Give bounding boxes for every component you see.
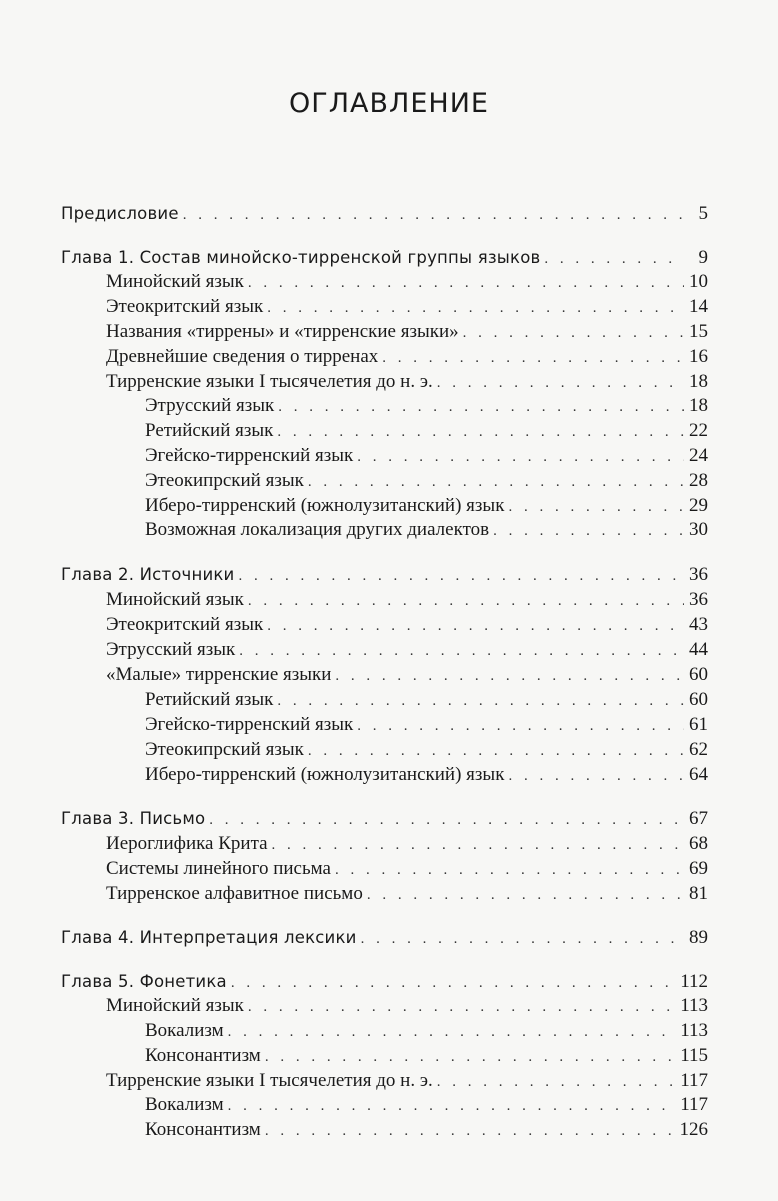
- toc-entry-label: Тирренское алфавитное письмо: [106, 883, 363, 904]
- toc-entry-label: Иберо-тирренский (южнолузитанский) язык: [145, 764, 505, 785]
- toc-page-number: 14: [689, 296, 708, 317]
- toc-entry-label: Эгейско-тирренский язык: [145, 714, 354, 735]
- dot-leader: [228, 1020, 677, 1044]
- dot-leader: [437, 371, 684, 395]
- toc-entry: [61, 270, 708, 294]
- dot-leader: [335, 858, 684, 882]
- dot-leader: [278, 395, 684, 419]
- dot-leader: [231, 971, 676, 995]
- dot-leader: [357, 445, 684, 469]
- toc-page-number: 30: [689, 519, 708, 540]
- toc-entry-label: Минойский язык: [106, 995, 244, 1016]
- toc-entry: [61, 419, 708, 443]
- toc-entry-label: Этрусский язык: [145, 395, 275, 416]
- toc-entry: [61, 1044, 708, 1068]
- toc-entry-label: «Малые» тирренские языки: [106, 664, 332, 685]
- toc-entry: [61, 370, 708, 394]
- dot-leader: [357, 714, 684, 738]
- toc-entry: [61, 518, 708, 542]
- toc-entry-label: Иберо-тирренский (южнолузитанский) язык: [145, 495, 505, 516]
- toc-page-number: 113: [680, 1020, 708, 1041]
- toc-entry-label: Тирренские языки I тысячелетия до н. э.: [106, 1070, 433, 1091]
- toc-page-number: 36: [689, 564, 708, 585]
- toc-entry-label: Предисловие: [61, 204, 179, 223]
- toc-entry: [61, 882, 708, 906]
- toc-entry: [61, 663, 708, 687]
- dot-leader: [308, 739, 684, 763]
- toc-entry-label: Глава 5. Фонетика: [61, 972, 227, 991]
- toc-page-number: 60: [689, 664, 708, 685]
- dot-leader: [508, 495, 684, 519]
- toc-page-number: 113: [680, 995, 708, 1016]
- page-title: ОГЛАВЛЕНИЕ: [289, 88, 489, 119]
- toc-entry: [61, 994, 708, 1018]
- dot-leader: [267, 614, 684, 638]
- toc-page-number: 126: [679, 1119, 708, 1140]
- toc-page-number: 16: [689, 346, 708, 367]
- toc-entry-label: Этрусский язык: [106, 639, 236, 660]
- toc-page-number: 18: [689, 395, 708, 416]
- toc-entry: [61, 832, 708, 856]
- dot-leader: [277, 420, 684, 444]
- toc-chapter-entry: [61, 202, 708, 226]
- toc-chapter-entry: [61, 970, 708, 994]
- toc-page-number: 64: [689, 764, 708, 785]
- toc-page-number: 69: [689, 858, 708, 879]
- toc-entry: [61, 688, 708, 712]
- toc-entry-label: Этеокритский язык: [106, 296, 264, 317]
- toc-entry-label: Минойский язык: [106, 589, 244, 610]
- dot-leader: [544, 247, 684, 271]
- dot-leader: [209, 808, 684, 832]
- toc-entry-label: Иероглифика Крита: [106, 833, 268, 854]
- toc-page-number: 117: [680, 1094, 708, 1115]
- toc-page-number: 115: [680, 1045, 708, 1066]
- toc-entry: [61, 638, 708, 662]
- toc-page-number: 5: [698, 203, 708, 224]
- toc-entry: [61, 763, 708, 787]
- toc-entry-label: Вокализм: [145, 1094, 224, 1115]
- dot-leader: [277, 689, 684, 713]
- toc-page-number: 22: [689, 420, 708, 441]
- toc-entry-label: Тирренские языки I тысячелетия до н. э.: [106, 371, 433, 392]
- dot-leader: [335, 664, 684, 688]
- toc-entry: [61, 857, 708, 881]
- toc-entry-label: Названия «тиррены» и «тирренские языки»: [106, 321, 459, 342]
- toc-entry: [61, 394, 708, 418]
- toc-page-number: 29: [689, 495, 708, 516]
- dot-leader: [267, 296, 684, 320]
- dot-leader: [248, 271, 684, 295]
- toc-entry-label: Этеокипрский язык: [145, 470, 304, 491]
- toc-entry-label: Глава 2. Источники: [61, 565, 235, 584]
- toc-entry-label: Этеокипрский язык: [145, 739, 304, 760]
- toc-entry-label: Глава 4. Интерпретация лексики: [61, 928, 357, 947]
- dot-leader: [239, 639, 684, 663]
- dot-leader: [265, 1045, 676, 1069]
- dot-leader: [437, 1070, 676, 1094]
- toc-page-number: 24: [689, 445, 708, 466]
- toc-page-number: 10: [689, 271, 708, 292]
- toc-page-number: 43: [689, 614, 708, 635]
- toc-entry: [61, 613, 708, 637]
- dot-leader: [463, 321, 684, 345]
- toc-entry-label: Системы линейного письма: [106, 858, 331, 879]
- toc-page-number: 117: [680, 1070, 708, 1091]
- toc-page-number: 68: [689, 833, 708, 854]
- dot-leader: [248, 995, 676, 1019]
- toc-page-number: 67: [689, 808, 708, 829]
- dot-leader: [238, 564, 684, 588]
- toc-page-number: 36: [689, 589, 708, 610]
- toc-entry-label: Глава 1. Состав минойско-тирренской группы языков: [61, 248, 541, 267]
- toc-entry: [61, 1069, 708, 1093]
- toc-entry: [61, 713, 708, 737]
- dot-leader: [367, 883, 684, 907]
- toc-entry-label: Глава 3. Письмо: [61, 809, 206, 828]
- dot-leader: [183, 203, 684, 227]
- toc-entry: [61, 345, 708, 369]
- toc-page-number: 61: [689, 714, 708, 735]
- dot-leader: [308, 470, 684, 494]
- toc-page-number: 112: [680, 971, 708, 992]
- dot-leader: [508, 764, 684, 788]
- toc-chapter-entry: [61, 563, 708, 587]
- toc-entry: [61, 1118, 708, 1142]
- toc-page-number: 18: [689, 371, 708, 392]
- toc-entry-label: Древнейшие сведения о тирренах: [106, 346, 379, 367]
- toc-entry-label: Ретийский язык: [145, 420, 274, 441]
- dot-leader: [228, 1094, 677, 1118]
- toc-chapter-entry: [61, 807, 708, 831]
- dot-leader: [272, 833, 684, 857]
- toc-entry-label: Эгейско-тирренский язык: [145, 445, 354, 466]
- toc-page-number: 81: [689, 883, 708, 904]
- dot-leader: [265, 1119, 676, 1143]
- toc-entry: [61, 295, 708, 319]
- toc-chapter-entry: [61, 246, 708, 270]
- toc-page-number: 62: [689, 739, 708, 760]
- toc-entry-label: Вокализм: [145, 1020, 224, 1041]
- toc-page-number: 44: [689, 639, 708, 660]
- toc-entry: [61, 320, 708, 344]
- toc-chapter-entry: [61, 926, 708, 950]
- toc-entry: [61, 469, 708, 493]
- toc-page-number: 28: [689, 470, 708, 491]
- toc-entry-label: Этеокритский язык: [106, 614, 264, 635]
- toc-page-number: 15: [689, 321, 708, 342]
- toc-entry-label: Консонантизм: [145, 1045, 261, 1066]
- toc-entry-label: Консонантизм: [145, 1119, 261, 1140]
- toc-entry-label: Возможная локализация других диалектов: [145, 519, 490, 540]
- toc-page-number: 9: [698, 247, 708, 268]
- toc-entry: [61, 444, 708, 468]
- toc-entry-label: Минойский язык: [106, 271, 244, 292]
- toc-entry: [61, 738, 708, 762]
- toc-entry-label: Ретийский язык: [145, 689, 274, 710]
- dot-leader: [248, 589, 684, 613]
- toc-page-number: 60: [689, 689, 708, 710]
- toc-entry: [61, 494, 708, 518]
- dot-leader: [382, 346, 684, 370]
- toc-page-number: 89: [689, 927, 708, 948]
- toc-entry: [61, 1093, 708, 1117]
- dot-leader: [493, 519, 684, 543]
- dot-leader: [361, 927, 684, 951]
- toc-entry: [61, 588, 708, 612]
- toc-entry: [61, 1019, 708, 1043]
